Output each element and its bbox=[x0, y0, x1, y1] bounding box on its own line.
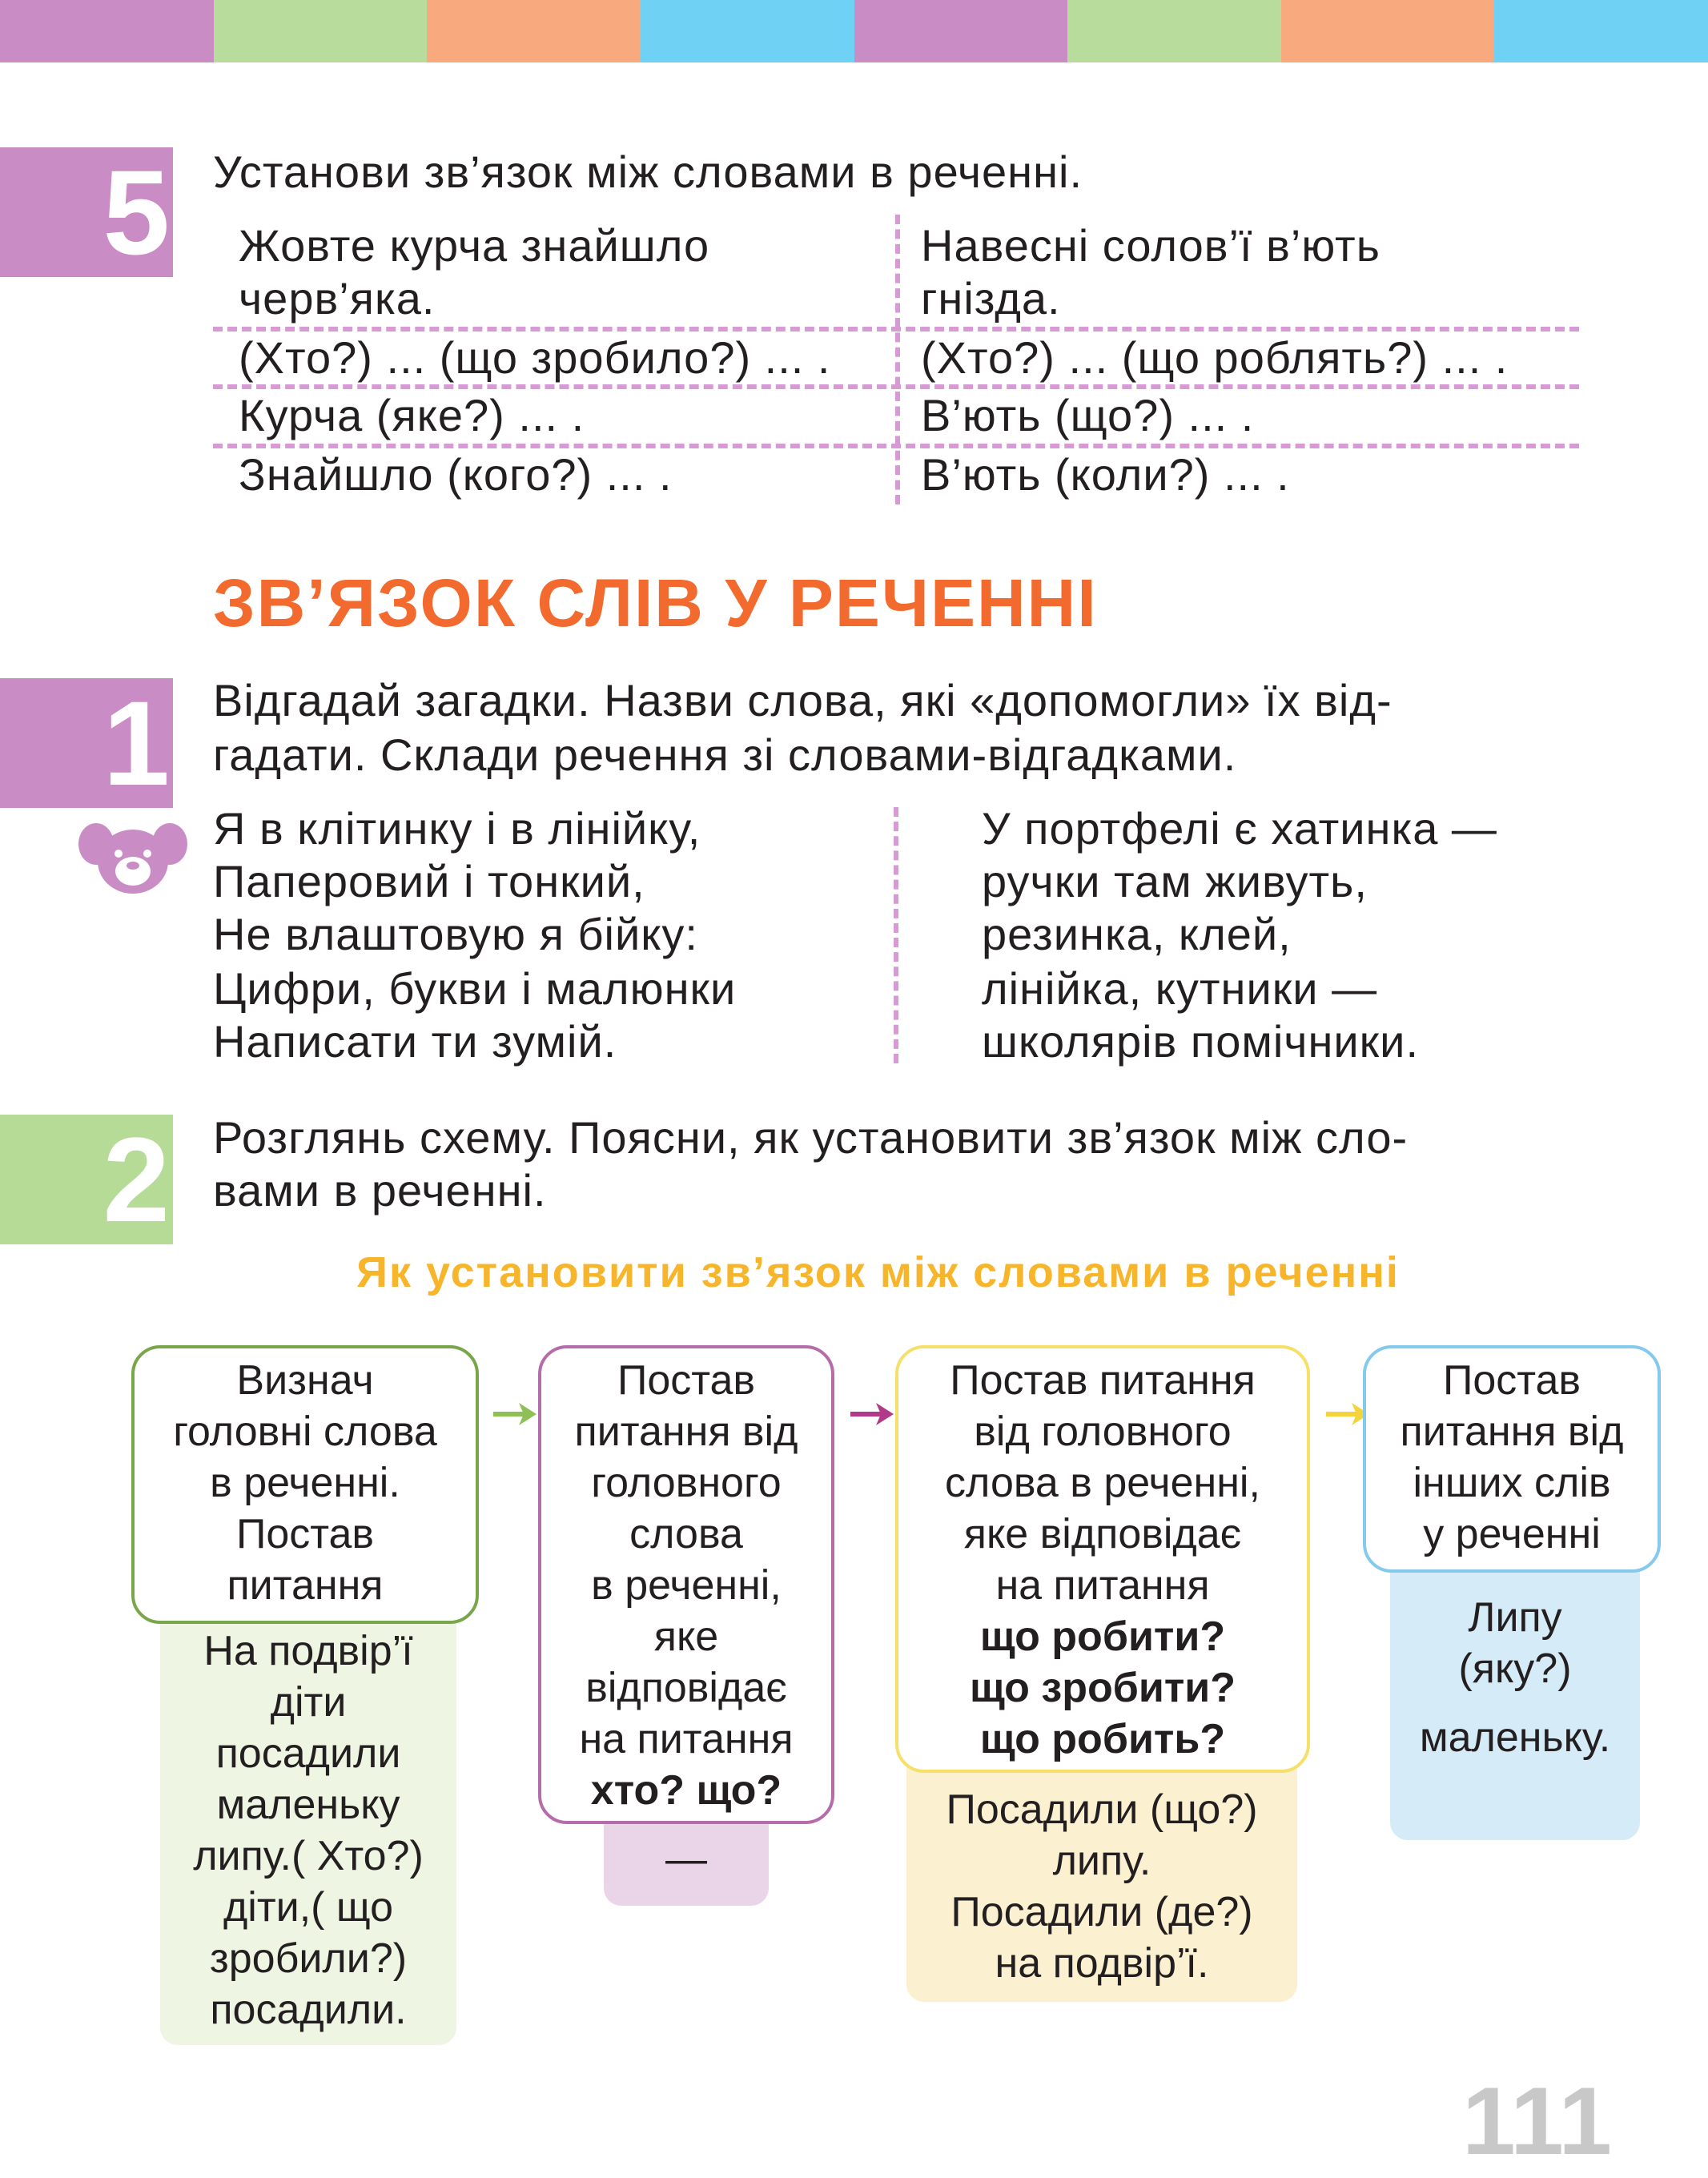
example-line: липу.( Хто?) bbox=[193, 1833, 424, 1879]
example-line: маленьку bbox=[216, 1782, 400, 1828]
step-line: Постав bbox=[617, 1357, 756, 1404]
example-line: діти,( що bbox=[223, 1884, 394, 1931]
stripe-segment bbox=[0, 0, 214, 62]
task-5-instruction: Установи зв’язок між словами в реченні. bbox=[213, 147, 1083, 197]
step-line: слова bbox=[629, 1511, 743, 1557]
task-5-right-q2: В’ють (що?) ... . bbox=[921, 390, 1255, 440]
example-line: Посадили (що?) bbox=[946, 1786, 1258, 1833]
example-line: Липу bbox=[1468, 1594, 1562, 1641]
stripe-segment bbox=[214, 0, 428, 62]
step-line: яке bbox=[653, 1613, 719, 1660]
step-2-box bbox=[538, 1345, 834, 1824]
step-line: відповідає bbox=[585, 1665, 787, 1711]
step-line: слова в реченні, bbox=[945, 1460, 1260, 1506]
example-line: На подвір’ї bbox=[203, 1628, 413, 1674]
section-title: ЗВ’ЯЗОК СЛІВ У РЕЧЕННІ bbox=[213, 565, 1098, 641]
task-1-number: 1 bbox=[0, 678, 173, 808]
riddle-left-line: Не влаштовую я бійку: bbox=[213, 909, 698, 959]
step-line: на питання bbox=[579, 1716, 794, 1762]
step-3-box bbox=[895, 1345, 1310, 1773]
stripe-segment bbox=[854, 0, 1068, 62]
task-5-right-line2: гнізда. bbox=[921, 273, 1061, 323]
task-5-right-q3: В’ють (коли?) ... . bbox=[921, 449, 1290, 500]
riddle-right-line: лінійка, кутники — bbox=[982, 963, 1378, 1014]
task-5-left-q1: (Хто?) ... (що зробило?) ... . bbox=[239, 332, 831, 383]
example-line: посадили. bbox=[210, 1987, 407, 2033]
page-number: 111 bbox=[1462, 2067, 1612, 2175]
step-line: яке відповідає bbox=[963, 1511, 1242, 1557]
step-question: що зробити? bbox=[969, 1665, 1236, 1711]
example-line: на подвір’ї. bbox=[995, 1940, 1209, 1987]
riddle-right-line: У портфелі є хатинка — bbox=[982, 803, 1497, 854]
step-1-box bbox=[131, 1345, 479, 1624]
step-line: головні слова bbox=[173, 1408, 437, 1455]
step-line: в реченні, bbox=[591, 1562, 782, 1609]
step-1-example bbox=[160, 1609, 456, 2045]
example-line: — bbox=[665, 1836, 707, 1883]
step-line: питання від bbox=[574, 1408, 798, 1455]
stripe-segment bbox=[1067, 0, 1281, 62]
step-line: Постав питання bbox=[950, 1357, 1256, 1404]
arrow-right-icon bbox=[847, 1398, 895, 1430]
step-4-example bbox=[1390, 1568, 1640, 1840]
riddle-right-line: ручки там живуть, bbox=[982, 856, 1368, 906]
divider bbox=[894, 807, 898, 1063]
riddle-left-line: Я в клітинку і в лінійку, bbox=[213, 803, 701, 854]
step-line: у реченні bbox=[1423, 1511, 1601, 1557]
riddle-left-line: Паперовий і тонкий, bbox=[213, 856, 645, 906]
step-3-example bbox=[906, 1766, 1297, 2002]
scheme-title: Як установити зв’язок між словами в реченні bbox=[356, 1248, 1400, 1296]
step-line: на питання bbox=[995, 1562, 1210, 1609]
step-line: в реченні. bbox=[210, 1460, 400, 1506]
example-line: липу. bbox=[1052, 1838, 1151, 1884]
stripe-segment bbox=[641, 0, 854, 62]
step-line: від головного bbox=[974, 1408, 1232, 1455]
step-question: що робити? bbox=[979, 1613, 1226, 1660]
step-2-example bbox=[604, 1818, 769, 1906]
task-2-instruction-line2: вами в реченні. bbox=[213, 1165, 547, 1216]
task-5-right-line1: Навесні солов’ї в’ють bbox=[921, 220, 1380, 271]
example-line: (яку?) bbox=[1458, 1646, 1572, 1692]
riddle-left-line: Цифри, букви і малюнки bbox=[213, 963, 737, 1014]
task-5-left-q2: Курча (яке?) ... . bbox=[239, 390, 585, 440]
step-line: Визнач bbox=[236, 1357, 374, 1404]
step-line: головного bbox=[591, 1460, 782, 1506]
task-5-left-q3: Знайшло (кого?) ... . bbox=[239, 449, 673, 500]
stripe-segment bbox=[1494, 0, 1708, 62]
step-question: хто? що? bbox=[590, 1767, 782, 1814]
riddle-left-line: Написати ти зумій. bbox=[213, 1016, 617, 1067]
task-5-left-line1: Жовте курча знайшло bbox=[239, 220, 710, 271]
example-line: посадили bbox=[215, 1730, 401, 1777]
example-line: маленьку. bbox=[1419, 1714, 1611, 1761]
step-line: Постав bbox=[235, 1511, 375, 1557]
arrow-right-icon bbox=[490, 1398, 538, 1430]
step-line: Постав bbox=[1442, 1357, 1581, 1404]
example-line: Посадили (де?) bbox=[950, 1889, 1253, 1935]
task-2-instruction-line1: Розглянь схему. Поясни, як установити зв’язок між сло- bbox=[213, 1112, 1409, 1163]
step-4-box bbox=[1363, 1345, 1661, 1573]
task-5-number: 5 bbox=[0, 147, 173, 277]
example-line: діти bbox=[270, 1679, 347, 1726]
step-question: що робить? bbox=[979, 1716, 1226, 1762]
step-line: інших слів bbox=[1413, 1460, 1611, 1506]
riddle-right-line: школярів помічники. bbox=[982, 1016, 1419, 1067]
task-1-instruction-line1: Відгадай загадки. Назви слова, які «допомогли» їх від- bbox=[213, 675, 1393, 725]
task-2-number: 2 bbox=[0, 1115, 173, 1244]
task-1-instruction-line2: гадати. Склади речення зі словами-відгадками. bbox=[213, 729, 1237, 780]
top-color-stripe bbox=[0, 0, 1708, 62]
example-line: зробили?) bbox=[209, 1935, 408, 1982]
task-5-left-line2: черв’яка. bbox=[239, 273, 436, 323]
step-line: питання bbox=[227, 1562, 384, 1609]
stripe-segment bbox=[1281, 0, 1495, 62]
stripe-segment bbox=[427, 0, 641, 62]
step-line: питання від bbox=[1400, 1408, 1624, 1455]
riddle-right-line: резинка, клей, bbox=[982, 909, 1292, 959]
task-5-right-q1: (Хто?) ... (що роблять?) ... . bbox=[921, 332, 1509, 383]
dog-icon bbox=[78, 817, 187, 897]
divider bbox=[895, 215, 900, 504]
